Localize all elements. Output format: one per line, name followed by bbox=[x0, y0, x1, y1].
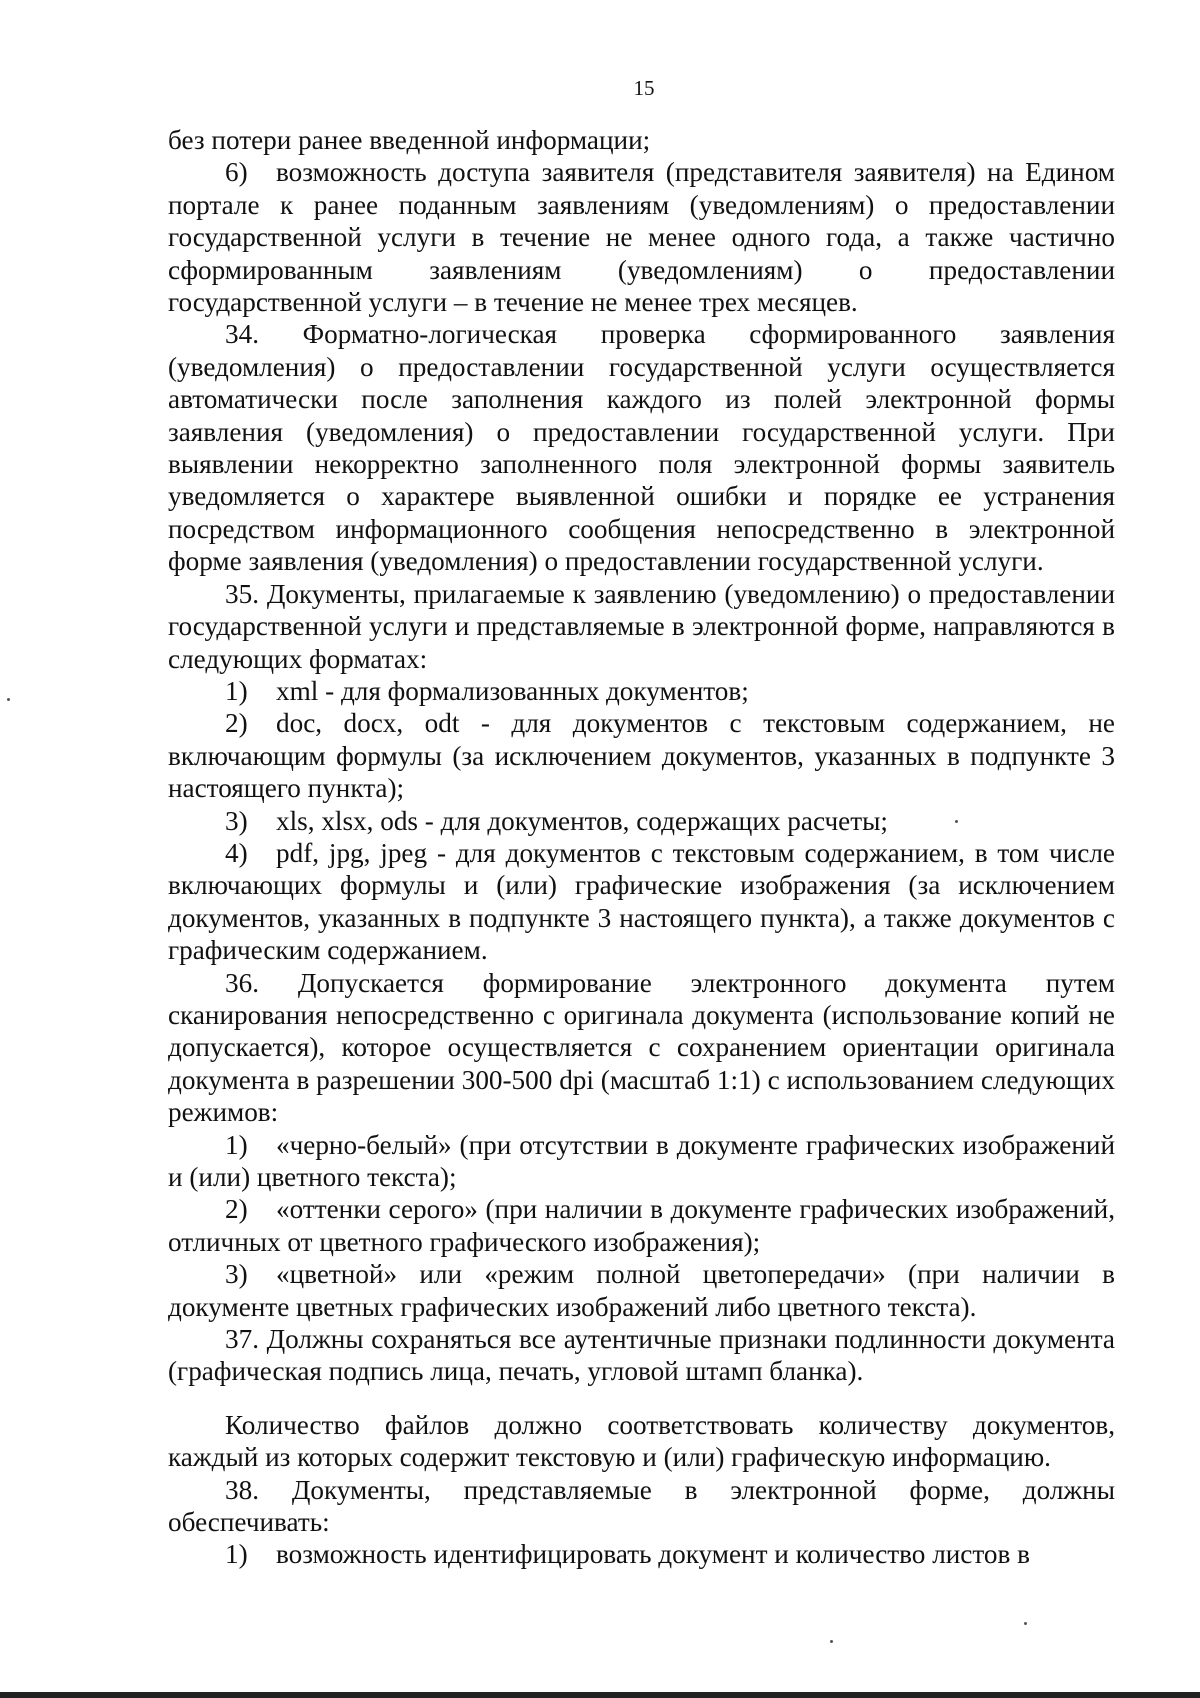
list-number: 1) bbox=[225, 1129, 248, 1160]
list-number: 4) bbox=[225, 837, 248, 868]
list-item-36-2 bbox=[168, 1193, 1115, 1258]
paragraph-35: 35. Документы, прилагаемые к заявлению (уведомлению) о предоставлении государственной услуги и представляемые в электронной форме, направляются в следующих форматах: bbox=[168, 578, 1115, 674]
list-item-36-3 bbox=[168, 1258, 1115, 1323]
list-item-text: возможность идентифицировать документ и количество листов в bbox=[276, 1539, 1030, 1570]
list-item-text: xml - для формализованных документов; bbox=[276, 675, 749, 706]
list-number: 2) bbox=[225, 708, 248, 739]
list-item-text: «оттенки серого» (при наличии в документе графических изображений, отличных от цветного графического изображения); bbox=[168, 1194, 1115, 1257]
list-number: 1) bbox=[225, 1539, 248, 1570]
paragraph-38: 38. Документы, представляемые в электронной форме, должны обеспечивать: bbox=[168, 1474, 1115, 1538]
paragraph-34: 34. Форматно-логическая проверка сформированного заявления (уведомления) о предоставлении государственной услуги осуществляется автоматически после заполнения каждого из полей электронной формы заявления (уведомления) о предоставлении государственной услуги. При выявлении некорректно заполненного поля электронной формы заявитель уведомляется о характере выявленной ошибки и порядке ее устранения посредством информационного сообщения непосредственно в электронной форме заявления (уведомления) о предоставлении государственной услуги. bbox=[168, 319, 1115, 577]
list-item-38-1 bbox=[168, 1538, 1115, 1570]
list-item-text: «цветной» или «режим полной цветопередачи» (при наличии в документе цветных графических изображений либо цветного текста). bbox=[168, 1259, 1115, 1322]
list-item-text: возможность доступа заявителя (представителя заявителя) на Едином портале к ранее поданным заявлениям (уведомлениям) о предоставлении государственной услуги в течение не менее одного года, а также частично сформированным заявлениям (уведомлениям) о предоставлении государственной услуги – в течение не менее трех месяцев. bbox=[168, 157, 1115, 318]
list-number: 1) bbox=[225, 675, 248, 706]
list-item-35-2 bbox=[168, 707, 1115, 804]
paragraph-36: 36. Допускается формирование электронного документа путем сканирования непосредственно с оригинала документа (использование копий не допускается), которое осуществляется с сохранением ориентации оригинала документа в разрешении 300-500 dpi (масштаб 1:1) с использованием следующих режимов: bbox=[168, 967, 1115, 1128]
list-number: 3) bbox=[225, 1259, 248, 1290]
list-item-36-1 bbox=[168, 1129, 1115, 1194]
list-item-35-1 bbox=[168, 675, 1115, 707]
list-item-6 bbox=[168, 156, 1115, 318]
list-item-text: pdf, jpg, jpeg - для документов с текстовым содержанием, в том числе включающих формулы и (или) графические изображения (за исключением документов, указанных в подпункте 3 настоящего пункта), а также документов с графическим содержанием. bbox=[168, 837, 1115, 966]
list-item-35-3 bbox=[168, 805, 1115, 837]
list-item-text: xls, xlsx, ods - для документов, содержащих расчеты; bbox=[276, 805, 888, 836]
scan-speck bbox=[830, 1640, 833, 1643]
list-number: 6) bbox=[225, 157, 248, 188]
paragraph-37: 37. Должны сохраняться все аутентичные признаки подлинности документа (графическая подпись лица, печать, угловой штамп бланка). bbox=[168, 1324, 1115, 1387]
paragraph-continuation: без потери ранее введенной информации; bbox=[168, 125, 651, 155]
scan-bottom-edge bbox=[0, 1692, 1200, 1698]
list-item-text: doc, docx, odt - для документов с текстовым содержанием, не включающим формулы (за исключением документов, указанных в подпункте 3 настоящего пункта); bbox=[168, 708, 1115, 804]
document-body bbox=[168, 124, 1115, 1571]
scan-speck bbox=[1024, 1622, 1027, 1625]
list-item-35-4 bbox=[168, 837, 1115, 967]
scan-speck bbox=[955, 820, 958, 823]
scan-speck bbox=[7, 698, 10, 701]
list-item-text: «черно-белый» (при отсутствии в документе графических изображений и (или) цветного текста); bbox=[168, 1129, 1115, 1192]
paragraph-37-files: Количество файлов должно соответствовать количеству документов, каждый из которых содержит текстовую и (или) графическую информацию. bbox=[168, 1409, 1115, 1473]
list-number: 2) bbox=[225, 1194, 248, 1225]
list-number: 3) bbox=[225, 805, 248, 836]
page-number: 15 bbox=[633, 76, 655, 100]
